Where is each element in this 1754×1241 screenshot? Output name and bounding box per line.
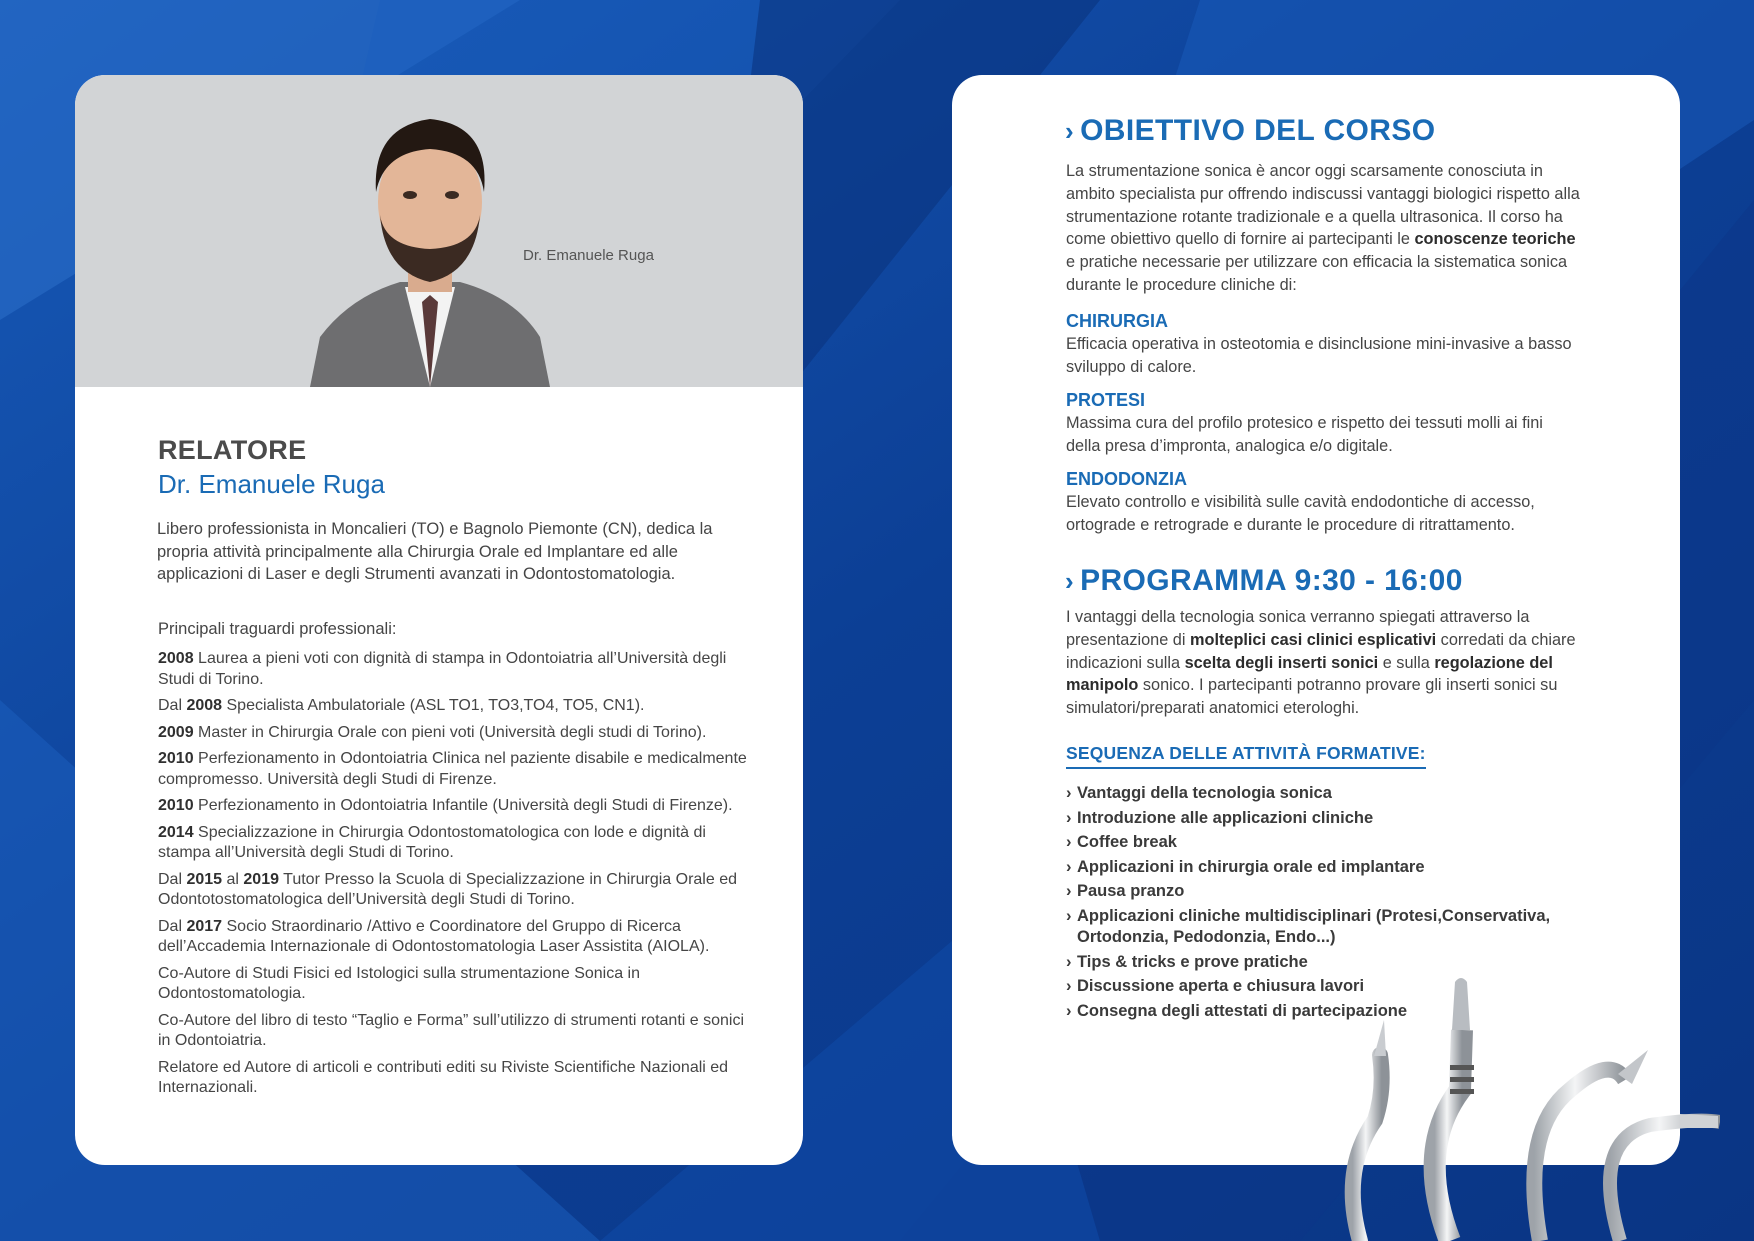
area-text-protesi: Massima cura del profilo protesico e rispetto dei tessuti molli ai fini della presa d’impronta, analogica e/o digitale.	[1066, 414, 1543, 455]
sonic-inserts-illustration	[1320, 970, 1720, 1241]
area-title-chirurgia: CHIRURGIA	[1066, 311, 1168, 331]
achievement-item: Co-Autore del libro di testo “Taglio e Forma” sull’utilizzo di strumenti rotanti e sonici in Odontoiatria.	[158, 1011, 745, 1049]
sequence-item: › Consegna degli attestati di partecipazione	[1066, 1001, 1408, 1020]
sequence-item: › Discussione aperta e chiusura lavori	[1066, 977, 1365, 996]
area-text-chirurgia: Efficacia operativa in osteotomia e disinclusione mini-invasive a basso sviluppo di calore.	[1066, 335, 1572, 376]
sequence-item: › Introduzione alle applicazioni cliniche	[1066, 808, 1374, 827]
role-heading: RELATORE	[158, 435, 307, 465]
achievement-item: Co-Autore di Studi Fisici ed Istologici sulla strumentazione Sonica in Odontostomatologia.	[158, 964, 641, 1002]
program-heading: › PROGRAMMA 9:30 - 16:00	[1065, 564, 1463, 597]
achievement-item: 2014 Specializzazione in Chirurgia Odontostomatologica con lode e dignità di stampa all’Università degli Studi di Torino.	[158, 823, 706, 861]
sequence-item: › Applicazioni cliniche multidisciplinari (Protesi,Conservativa, Ortodonzia, Pedodonzia, Endo...)	[1066, 906, 1551, 946]
achievement-item: 2008 Laurea a pieni voti con dignità di stampa in Odontoiatria all’Università degli Studi di Torino.	[158, 650, 727, 688]
sequence-item: › Vantaggi della tecnologia sonica	[1066, 784, 1332, 802]
achievements-intro: Principali traguardi professionali:	[158, 620, 397, 638]
area-title-protesi: PROTESI	[1066, 390, 1146, 410]
achievements-list	[158, 649, 748, 1105]
objective-heading: › OBIETTIVO DEL CORSO	[1065, 114, 1436, 147]
objective-intro: La strumentazione sonica è ancor oggi scarsamente conosciuta in ambito specialista pur offrendo indiscussi vantaggi biologici rispetto alla strumentazione rotante tradizionale e a quella ultrasonica. Il corso ha come obiettivo quello di fornire ai partecipanti le conoscenze teoriche e pratiche necessarie per utilizzare con efficacia la sistematica sonica durante le procedure cliniche di:	[1066, 162, 1580, 294]
sequence-item: › Tips & tricks e prove pratiche	[1066, 952, 1308, 971]
speaker-portrait	[310, 97, 550, 387]
sequence-item: › Coffee break	[1066, 833, 1177, 852]
achievement-item: 2009 Master in Chirurgia Orale con pieni voti (Università degli studi di Torino).	[158, 723, 707, 741]
sequence-item: › Pausa pranzo	[1066, 882, 1185, 901]
achievement-item: Dal 2017 Socio Straordinario /Attivo e Coordinatore del Gruppo di Ricerca dell’Accademia Internazionale di Odontostomatologia Laser Assistita (AIOLA).	[158, 917, 710, 955]
program-description: I vantaggi della tecnologia sonica verranno spiegati attraverso la presentazione di molteplici casi clinici esplicativi corredati da chiare indicazioni sulla scelta degli inserti sonici e sulla regolazione del manipolo sonico. I partecipanti potranno provare gli inserti sonici su simulatori/preparati anatomici eterologhi.	[1066, 608, 1576, 718]
area-title-endodonzia: ENDODONZIA	[1066, 469, 1187, 489]
speaker-card	[75, 75, 803, 1165]
sequence-heading: SEQUENZA DELLE ATTIVITÀ FORMATIVE:	[1066, 743, 1426, 769]
speaker-bio: Libero professionista in Moncalieri (TO) e Bagnolo Piemonte (CN), dedica la propria attività principalmente alla Chirurgia Orale ed Implantare ed alle applicazioni di Laser e degli Strumenti avanzati in Odontostomatologia.	[157, 520, 713, 583]
achievement-item: Dal 2015 al 2019 Tutor Presso la Scuola di Specializzazione in Chirurgia Orale ed Odontotostomatologica dell’Università degli Studi di Torino.	[158, 870, 737, 908]
speaker-name: Dr. Emanuele Ruga	[158, 469, 385, 499]
portrait-caption: Dr. Emanuele Ruga	[523, 247, 654, 264]
area-text-endodonzia: Elevato controllo e visibilità sulle cavità endodontiche di accesso, ortograde e retrograde e durante le procedure di ritrattamento.	[1066, 493, 1535, 534]
sequence-item: › Applicazioni in chirurgia orale ed implantare	[1066, 857, 1425, 876]
achievement-item: Relatore ed Autore di articoli e contributi editi su Riviste Scientifiche Nazionali ed Internazionali.	[158, 1058, 729, 1096]
achievement-item: 2010 Perfezionamento in Odontoiatria Clinica nel paziente disabile e medicalmente compromesso. Università degli Studi di Firenze.	[158, 750, 747, 788]
achievement-item: 2010 Perfezionamento in Odontoiatria Infantile (Università degli Studi di Firenze).	[158, 797, 733, 814]
achievement-item: Dal 2008 Specialista Ambulatoriale (ASL TO1, TO3,TO4, TO5, CN1).	[158, 697, 645, 714]
